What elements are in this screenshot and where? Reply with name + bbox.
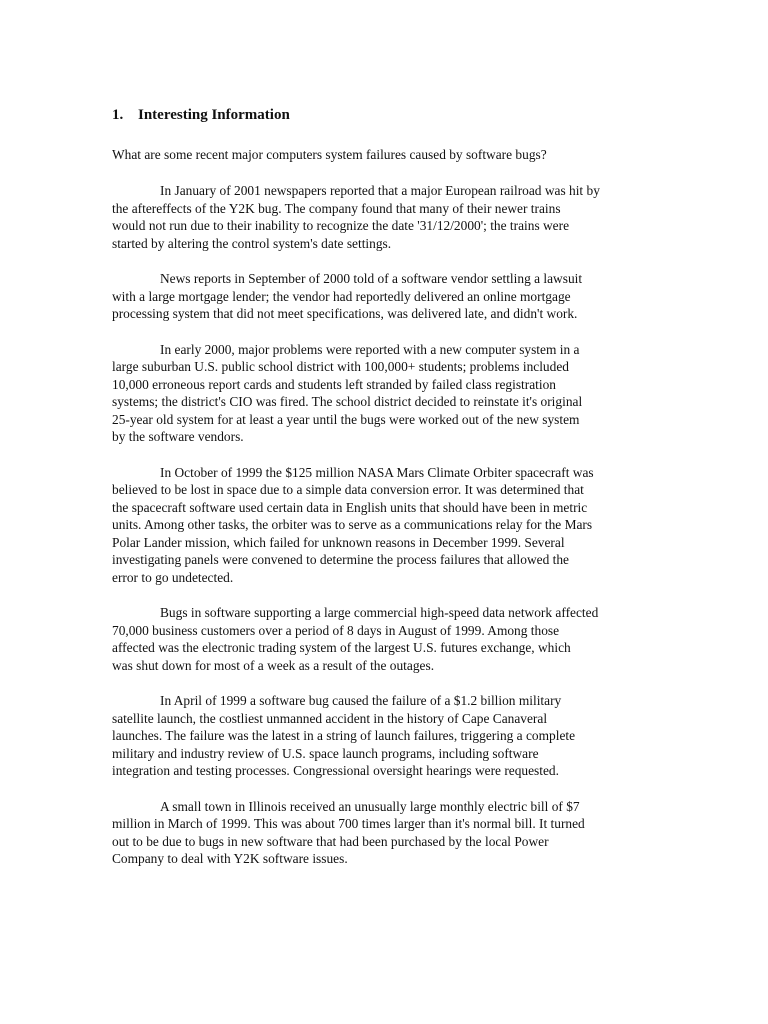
paragraph-line: A small town in Illinois received an unusually large monthly electric bill of $7: [160, 798, 580, 814]
question-text: What are some recent major computers system failures caused by software bugs?: [112, 147, 547, 162]
paragraph-line: 10,000 erroneous report cards and students left stranded by failed class registration: [112, 376, 556, 392]
paragraph-mortgage: [112, 270, 632, 323]
paragraph-satellite-launch: [112, 692, 632, 780]
paragraph-line: integration and testing processes. Congressional oversight hearings were requested.: [112, 763, 559, 778]
paragraph-line: In October of 1999 the $125 million NASA Mars Climate Orbiter spacecraft was: [160, 464, 594, 480]
paragraph-line: investigating panels were convened to determine the process failures that allowed the: [112, 552, 569, 567]
paragraph-line: believed to be lost in space due to a simple data conversion error. It was determined that: [112, 482, 584, 497]
paragraph-line: million in March of 1999. This was about 700 times larger than it's normal bill. It turned: [112, 816, 585, 831]
paragraph-line: Polar Lander mission, which failed for unknown reasons in December 1999. Several: [112, 534, 565, 550]
paragraph-line: large suburban U.S. public school district with 100,000+ students; problems included: [112, 359, 569, 374]
paragraph-line: out to be due to bugs in new software that had been purchased by the local Power: [112, 833, 549, 849]
paragraph-line: the aftereffects of the Y2K bug. The company found that many of their newer trains: [112, 200, 561, 216]
paragraph-line: In January of 2001 newspapers reported that a major European railroad was hit by: [160, 183, 600, 198]
paragraph-railroad: [112, 182, 632, 252]
paragraph-line: started by altering the control system's date settings.: [112, 235, 392, 251]
paragraph-line: units. Among other tasks, the orbiter was to serve as a communications relay for the Mars: [112, 517, 593, 532]
paragraph-line: 25-year old system for at least a year until the bugs were worked out of the new system: [112, 411, 580, 427]
paragraph-line: launches. The failure was the latest in a string of launch failures, triggering a complete: [112, 728, 576, 743]
paragraph-line: In early 2000, major problems were reported with a new computer system in a: [160, 341, 580, 357]
section-heading: [112, 104, 632, 126]
paragraph-line: would not run due to their inability to recognize the date '31/12/2000'; the trains were: [112, 218, 570, 233]
paragraph-line: processing system that did not meet specifications, was delivered late, and didn't work.: [112, 306, 578, 321]
paragraph-line: systems; the district's CIO was fired. The school district decided to reinstate it's original: [112, 394, 583, 409]
paragraph-line: was shut down for most of a week as a result of the outages.: [112, 657, 435, 673]
paragraph-line: satellite launch, the costliest unmanned accident in the history of Cape Canaveral: [112, 710, 548, 726]
paragraph-line: by the software vendors.: [112, 429, 244, 444]
paragraph-school-district: [112, 341, 632, 446]
paragraph-data-network: [112, 604, 632, 674]
paragraph-line: military and industry review of U.S. space launch programs, including software: [112, 745, 539, 761]
paragraph-line: 70,000 business customers over a period of 8 days in August of 1999. Among those: [112, 622, 560, 638]
paragraph-line: affected was the electronic trading system of the largest U.S. futures exchange, which: [112, 640, 571, 655]
paragraph-line: Company to deal with Y2K software issues.: [112, 851, 348, 866]
paragraph-line: In April of 1999 a software bug caused the failure of a $1.2 billion military: [160, 693, 562, 708]
paragraph-line: error to go undetected.: [112, 569, 234, 585]
paragraph-line: Bugs in software supporting a large commercial high-speed data network affected: [160, 605, 599, 620]
paragraph-line: the spacecraft software used certain data in English units that should have been in metric: [112, 499, 588, 515]
document-body: [112, 104, 632, 886]
section-number: 1.: [112, 107, 124, 123]
section-title: Interesting Information: [138, 107, 290, 123]
paragraph-line: News reports in September of 2000 told of a software vendor settling a lawsuit: [160, 271, 583, 286]
paragraph-line: with a large mortgage lender; the vendor had reportedly delivered an online mortgage: [112, 288, 571, 304]
paragraph-electric-bill: [112, 798, 632, 868]
paragraph-mars-orbiter: [112, 464, 632, 587]
